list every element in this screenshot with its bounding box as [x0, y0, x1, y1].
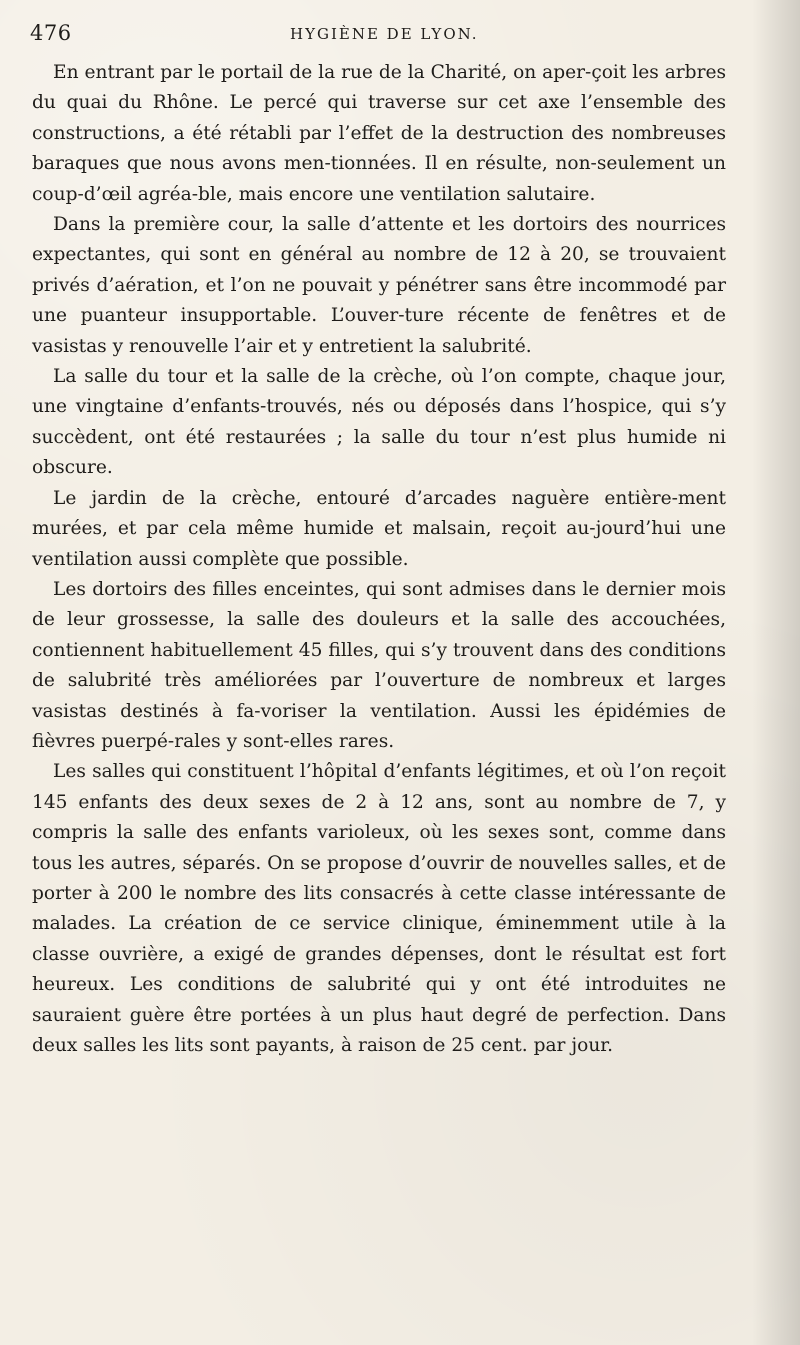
- page-header: [30, 18, 730, 48]
- paragraph-2: Dans la première cour, la salle d’attente et les dortoirs des nourrices expectantes, qui sont en général au nombre de 12 à 20, se trouvaient privés d’aération, et l’on ne pouvait y pénétrer sans être incommodé par une puanteur insupportable. L’ouver-ture récente de fenêtres et de vasistas y renouvelle l’air et y entretient la salubrité.: [32, 214, 726, 357]
- paragraph-6: Les salles qui constituent l’hôpital d’enfants légitimes, et où l’on reçoit 145 enfants des deux sexes de 2 à 12 ans, sont au nombre de 7, y compris la salle des enfants varioleux, où les sexes sont, comme dans tous les autres, séparés. On se propose d’ouvrir de nouvelles salles, et de porter à 200 le nombre des lits consacrés à cette classe intéressante de malades. La création de ce service clinique, éminemment utile à la classe ouvrière, a exigé de grandes dépenses, dont le résultat est fort heureux. Les conditions de salubrité qui y ont été introduites ne sauraient guère être portées à un plus haut degré de perfection. Dans deux salles les lits sont payants, à raison de 25 cent. par jour.: [32, 761, 726, 1056]
- paragraph-5: Les dortoirs des filles enceintes, qui sont admises dans le dernier mois de leur grossesse, la salle des douleurs et la salle des accouchées, contiennent habituellement 45 filles, qui s’y trouvent dans des conditions de salubrité très améliorées par l’ouverture de nombreux et larges vasistas destinés à fa-voriser la ventilation. Aussi les épidémies de fièvres puerpé-rales y sont-elles rares.: [32, 578, 726, 752]
- body-text: [32, 58, 726, 1061]
- paragraph-4: Le jardin de la crèche, entouré d’arcades naguère entière-ment murées, et par cela même humide et malsain, reçoit au-jourd’hui une ventilation aussi complète que possible.: [32, 487, 726, 570]
- paragraph-1: En entrant par le portail de la rue de la Charité, on aper-çoit les arbres du quai du Rhône. Le percé qui traverse sur cet axe l’ensemble des constructions, a été rétabli par l’effet de la destruction des nombreuses baraques que nous avons men-tionnées. Il en résulte, non-seulement un coup-d’œil agréa-ble, mais encore une ventilation salutaire.: [32, 62, 726, 205]
- page-number: 476: [30, 21, 72, 45]
- paragraph-3: La salle du tour et la salle de la crèche, où l’on compte, chaque jour, une vingtaine d’enfants-trouvés, nés ou déposés dans l’hospice, qui s’y succèdent, ont été restaurées ; la salle du tour n’est plus humide ni obscure.: [32, 366, 726, 479]
- running-title: HYGIÈNE DE LYON.: [290, 25, 479, 43]
- page-edge-shadow: [752, 0, 800, 1345]
